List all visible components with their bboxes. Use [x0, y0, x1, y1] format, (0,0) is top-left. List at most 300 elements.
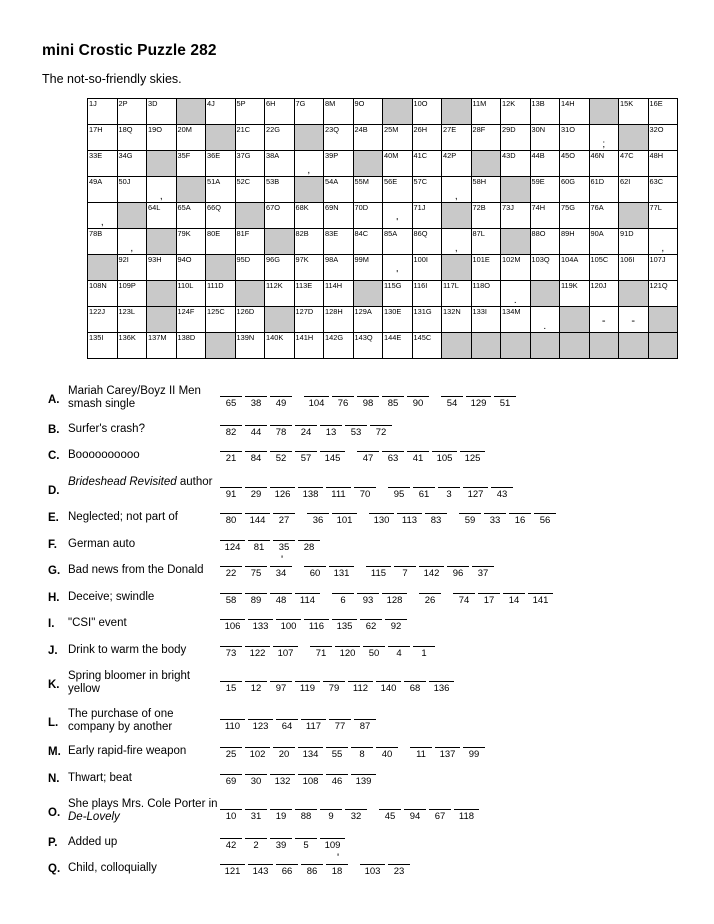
answer-blank[interactable]	[220, 747, 242, 760]
grid-cell[interactable]	[117, 229, 147, 255]
grid-cell[interactable]	[324, 229, 354, 255]
grid-cell[interactable]	[117, 99, 147, 125]
grid-cell[interactable]	[383, 281, 413, 307]
answer-blank[interactable]	[245, 566, 267, 579]
answer-blank[interactable]	[320, 809, 342, 822]
grid-cell[interactable]	[324, 307, 354, 333]
answer-blank[interactable]	[326, 852, 348, 877]
grid-cell[interactable]	[648, 151, 678, 177]
grid-cell[interactable]	[530, 203, 560, 229]
grid-cell[interactable]	[117, 281, 147, 307]
answer-blank[interactable]	[295, 425, 317, 438]
grid-cell[interactable]	[619, 177, 649, 203]
answer-blank[interactable]	[245, 451, 267, 464]
grid-cell[interactable]	[353, 125, 383, 151]
answer-blank[interactable]	[220, 451, 242, 464]
grid-cell[interactable]	[383, 203, 413, 229]
grid-cell[interactable]	[589, 151, 619, 177]
grid-cell[interactable]	[235, 307, 265, 333]
answer-blank[interactable]	[447, 566, 469, 579]
answer-blank[interactable]	[273, 747, 295, 760]
grid-cell[interactable]	[294, 281, 324, 307]
grid-cell[interactable]	[442, 281, 472, 307]
answer-blank[interactable]	[298, 540, 320, 553]
grid-cell[interactable]	[176, 229, 206, 255]
answer-blank[interactable]	[369, 513, 394, 526]
answer-blank[interactable]	[220, 487, 242, 500]
grid-cell[interactable]	[176, 307, 206, 333]
grid-cell[interactable]	[147, 203, 177, 229]
answer-blank[interactable]	[307, 513, 329, 526]
grid-cell[interactable]	[265, 177, 295, 203]
answer-blank[interactable]	[220, 425, 242, 438]
answer-blank[interactable]	[453, 593, 475, 606]
answer-blank[interactable]	[366, 566, 391, 579]
grid-cell[interactable]	[235, 177, 265, 203]
answer-blank[interactable]	[335, 646, 360, 659]
grid-cell[interactable]	[619, 255, 649, 281]
grid-cell[interactable]	[147, 255, 177, 281]
grid-cell[interactable]	[88, 203, 118, 229]
answer-blank[interactable]	[276, 619, 301, 632]
grid-cell[interactable]	[235, 151, 265, 177]
answer-blank[interactable]	[220, 774, 242, 787]
grid-cell[interactable]	[412, 151, 442, 177]
grid-cell[interactable]	[560, 99, 590, 125]
answer-blank[interactable]	[273, 540, 295, 553]
grid-cell[interactable]	[294, 255, 324, 281]
grid-cell[interactable]	[265, 203, 295, 229]
grid-cell[interactable]	[147, 99, 177, 125]
grid-cell[interactable]	[206, 99, 236, 125]
answer-blank[interactable]	[332, 593, 354, 606]
grid-cell[interactable]	[294, 307, 324, 333]
grid-cell[interactable]	[324, 281, 354, 307]
answer-blank[interactable]	[245, 809, 267, 822]
answer-blank[interactable]	[463, 747, 485, 760]
answer-blank[interactable]	[494, 396, 516, 409]
answer-blank[interactable]	[419, 566, 444, 579]
grid-cell[interactable]	[412, 99, 442, 125]
grid-cell[interactable]	[206, 229, 236, 255]
grid-cell[interactable]	[648, 177, 678, 203]
grid-cell[interactable]	[589, 229, 619, 255]
answer-blank[interactable]	[276, 719, 298, 732]
answer-blank[interactable]	[326, 487, 351, 500]
answer-blank[interactable]	[220, 619, 245, 632]
answer-blank[interactable]	[491, 487, 513, 500]
answer-blank[interactable]	[404, 681, 426, 694]
grid-cell[interactable]	[294, 203, 324, 229]
answer-blank[interactable]	[379, 809, 401, 822]
answer-blank[interactable]	[245, 593, 267, 606]
grid-cell[interactable]	[619, 99, 649, 125]
grid-cell[interactable]	[117, 333, 147, 359]
answer-blank[interactable]	[245, 747, 270, 760]
answer-blank[interactable]	[360, 619, 382, 632]
grid-cell[interactable]	[560, 177, 590, 203]
grid-cell[interactable]	[324, 255, 354, 281]
answer-blank[interactable]	[438, 487, 460, 500]
grid-cell[interactable]	[530, 125, 560, 151]
answer-blank[interactable]	[220, 593, 242, 606]
grid-cell[interactable]	[265, 255, 295, 281]
grid-cell[interactable]	[235, 99, 265, 125]
grid-cell[interactable]	[560, 125, 590, 151]
grid-cell[interactable]	[560, 151, 590, 177]
grid-cell[interactable]	[88, 151, 118, 177]
answer-blank[interactable]	[472, 566, 494, 579]
answer-blank[interactable]	[245, 513, 270, 526]
answer-blank[interactable]	[248, 719, 273, 732]
answer-blank[interactable]	[298, 774, 323, 787]
grid-cell[interactable]	[619, 229, 649, 255]
answer-blank[interactable]	[245, 646, 270, 659]
grid-cell[interactable]	[383, 151, 413, 177]
grid-cell[interactable]	[648, 255, 678, 281]
grid-cell[interactable]	[530, 307, 560, 333]
answer-blank[interactable]	[220, 809, 242, 822]
grid-cell[interactable]	[412, 177, 442, 203]
grid-cell[interactable]	[442, 307, 472, 333]
grid-cell[interactable]	[88, 99, 118, 125]
answer-blank[interactable]	[245, 396, 267, 409]
answer-blank[interactable]	[220, 646, 242, 659]
answer-blank[interactable]	[270, 425, 292, 438]
grid-cell[interactable]	[560, 229, 590, 255]
answer-blank[interactable]	[220, 540, 245, 553]
answer-blank[interactable]	[270, 681, 292, 694]
answer-blank[interactable]	[270, 838, 292, 851]
grid-cell[interactable]	[442, 125, 472, 151]
grid-cell[interactable]	[176, 255, 206, 281]
answer-blank[interactable]	[270, 451, 292, 464]
grid-cell[interactable]	[412, 255, 442, 281]
grid-cell[interactable]	[412, 307, 442, 333]
grid-cell[interactable]	[176, 333, 206, 359]
grid-cell[interactable]	[530, 99, 560, 125]
answer-blank[interactable]	[429, 809, 451, 822]
grid-cell[interactable]	[648, 203, 678, 229]
grid-cell[interactable]	[589, 281, 619, 307]
crostic-grid[interactable]	[87, 98, 678, 359]
answer-blank[interactable]	[332, 513, 357, 526]
answer-blank[interactable]	[304, 566, 326, 579]
grid-cell[interactable]	[412, 229, 442, 255]
answer-blank[interactable]	[357, 396, 379, 409]
grid-cell[interactable]	[412, 281, 442, 307]
grid-cell[interactable]	[383, 255, 413, 281]
grid-cell[interactable]	[176, 125, 206, 151]
answer-blank[interactable]	[382, 396, 404, 409]
grid-cell[interactable]	[560, 255, 590, 281]
answer-blank[interactable]	[332, 396, 354, 409]
grid-cell[interactable]	[353, 333, 383, 359]
answer-blank[interactable]	[276, 864, 298, 877]
grid-cell[interactable]	[176, 203, 206, 229]
grid-cell[interactable]	[501, 125, 531, 151]
grid-cell[interactable]	[619, 307, 649, 333]
grid-cell[interactable]	[560, 281, 590, 307]
answer-blank[interactable]	[425, 513, 447, 526]
grid-cell[interactable]	[265, 151, 295, 177]
answer-blank[interactable]	[270, 809, 292, 822]
grid-cell[interactable]	[324, 333, 354, 359]
answer-blank[interactable]	[248, 619, 273, 632]
grid-cell[interactable]	[265, 281, 295, 307]
answer-blank[interactable]	[270, 774, 295, 787]
grid-cell[interactable]	[471, 177, 501, 203]
answer-blank[interactable]	[320, 425, 342, 438]
answer-blank[interactable]	[410, 747, 432, 760]
answer-blank[interactable]	[245, 774, 267, 787]
grid-cell[interactable]	[147, 333, 177, 359]
grid-cell[interactable]	[589, 255, 619, 281]
answer-blank[interactable]	[429, 681, 454, 694]
grid-cell[interactable]	[442, 151, 472, 177]
grid-cell[interactable]	[471, 125, 501, 151]
grid-cell[interactable]	[501, 255, 531, 281]
answer-blank[interactable]	[295, 451, 317, 464]
answer-blank[interactable]	[220, 396, 242, 409]
answer-blank[interactable]	[304, 619, 329, 632]
grid-cell[interactable]	[530, 255, 560, 281]
answer-blank[interactable]	[354, 487, 376, 500]
grid-cell[interactable]	[265, 99, 295, 125]
answer-blank[interactable]	[382, 451, 404, 464]
grid-cell[interactable]	[324, 203, 354, 229]
grid-cell[interactable]	[324, 151, 354, 177]
answer-blank[interactable]	[273, 646, 298, 659]
grid-cell[interactable]	[353, 307, 383, 333]
grid-cell[interactable]	[501, 151, 531, 177]
grid-cell[interactable]	[88, 125, 118, 151]
grid-cell[interactable]	[88, 229, 118, 255]
grid-cell[interactable]	[324, 177, 354, 203]
answer-blank[interactable]	[382, 593, 407, 606]
answer-blank[interactable]	[323, 681, 345, 694]
grid-cell[interactable]	[176, 151, 206, 177]
answer-blank[interactable]	[376, 747, 398, 760]
answer-blank[interactable]	[220, 719, 245, 732]
answer-blank[interactable]	[304, 396, 329, 409]
grid-cell[interactable]	[294, 229, 324, 255]
answer-blank[interactable]	[441, 396, 463, 409]
answer-blank[interactable]	[326, 747, 348, 760]
grid-cell[interactable]	[176, 281, 206, 307]
grid-cell[interactable]	[471, 229, 501, 255]
grid-cell[interactable]	[442, 177, 472, 203]
answer-blank[interactable]	[295, 838, 317, 851]
grid-cell[interactable]	[117, 125, 147, 151]
grid-cell[interactable]	[353, 229, 383, 255]
answer-blank[interactable]	[460, 451, 485, 464]
answer-blank[interactable]	[248, 540, 270, 553]
answer-blank[interactable]	[320, 451, 345, 464]
grid-cell[interactable]	[648, 229, 678, 255]
grid-cell[interactable]	[530, 229, 560, 255]
answer-blank[interactable]	[295, 809, 317, 822]
answer-blank[interactable]	[298, 487, 323, 500]
answer-blank[interactable]	[220, 681, 242, 694]
answer-blank[interactable]	[329, 719, 351, 732]
answer-blank[interactable]	[354, 719, 376, 732]
answer-blank[interactable]	[360, 864, 385, 877]
grid-cell[interactable]	[471, 203, 501, 229]
answer-blank[interactable]	[270, 487, 295, 500]
answer-blank[interactable]	[348, 681, 373, 694]
answer-blank[interactable]	[419, 593, 441, 606]
grid-cell[interactable]	[88, 307, 118, 333]
grid-cell[interactable]	[619, 151, 649, 177]
grid-cell[interactable]	[235, 229, 265, 255]
answer-blank[interactable]	[503, 593, 525, 606]
grid-cell[interactable]	[648, 281, 678, 307]
answer-blank[interactable]	[463, 487, 488, 500]
grid-cell[interactable]	[383, 333, 413, 359]
answer-blank[interactable]	[435, 747, 460, 760]
grid-cell[interactable]	[648, 99, 678, 125]
grid-cell[interactable]	[383, 177, 413, 203]
grid-cell[interactable]	[206, 177, 236, 203]
answer-blank[interactable]	[404, 809, 426, 822]
grid-cell[interactable]	[206, 203, 236, 229]
answer-blank[interactable]	[376, 681, 401, 694]
grid-cell[interactable]	[235, 333, 265, 359]
grid-cell[interactable]	[412, 203, 442, 229]
answer-blank[interactable]	[329, 566, 354, 579]
answer-blank[interactable]	[432, 451, 457, 464]
grid-cell[interactable]	[589, 307, 619, 333]
answer-blank[interactable]	[295, 593, 320, 606]
answer-blank[interactable]	[270, 554, 292, 579]
grid-cell[interactable]	[501, 203, 531, 229]
grid-cell[interactable]	[353, 99, 383, 125]
grid-cell[interactable]	[88, 177, 118, 203]
grid-cell[interactable]	[353, 255, 383, 281]
grid-cell[interactable]	[235, 125, 265, 151]
grid-cell[interactable]	[648, 125, 678, 151]
answer-blank[interactable]	[397, 513, 422, 526]
answer-blank[interactable]	[248, 864, 273, 877]
grid-cell[interactable]	[206, 281, 236, 307]
grid-cell[interactable]	[294, 151, 324, 177]
answer-blank[interactable]	[413, 646, 435, 659]
grid-cell[interactable]	[471, 99, 501, 125]
grid-cell[interactable]	[501, 99, 531, 125]
answer-blank[interactable]	[407, 396, 429, 409]
answer-blank[interactable]	[407, 451, 429, 464]
grid-cell[interactable]	[383, 229, 413, 255]
grid-cell[interactable]	[147, 125, 177, 151]
answer-blank[interactable]	[320, 838, 345, 851]
answer-blank[interactable]	[326, 774, 348, 787]
grid-cell[interactable]	[530, 177, 560, 203]
grid-cell[interactable]	[206, 151, 236, 177]
answer-blank[interactable]	[363, 646, 385, 659]
grid-cell[interactable]	[324, 125, 354, 151]
grid-cell[interactable]	[560, 203, 590, 229]
answer-blank[interactable]	[220, 838, 242, 851]
grid-cell[interactable]	[265, 125, 295, 151]
grid-cell[interactable]	[589, 125, 619, 151]
answer-blank[interactable]	[388, 864, 410, 877]
answer-blank[interactable]	[478, 593, 500, 606]
grid-cell[interactable]	[412, 125, 442, 151]
grid-cell[interactable]	[501, 281, 531, 307]
answer-blank[interactable]	[370, 425, 392, 438]
answer-blank[interactable]	[245, 487, 267, 500]
grid-cell[interactable]	[589, 177, 619, 203]
answer-blank[interactable]	[466, 396, 491, 409]
answer-blank[interactable]	[351, 774, 376, 787]
answer-blank[interactable]	[357, 593, 379, 606]
grid-cell[interactable]	[471, 281, 501, 307]
grid-cell[interactable]	[471, 307, 501, 333]
grid-cell[interactable]	[589, 203, 619, 229]
grid-cell[interactable]	[88, 281, 118, 307]
answer-blank[interactable]	[220, 566, 242, 579]
grid-cell[interactable]	[383, 307, 413, 333]
grid-cell[interactable]	[501, 307, 531, 333]
grid-cell[interactable]	[294, 333, 324, 359]
grid-cell[interactable]	[353, 203, 383, 229]
grid-cell[interactable]	[265, 333, 295, 359]
grid-cell[interactable]	[206, 307, 236, 333]
grid-cell[interactable]	[530, 151, 560, 177]
answer-blank[interactable]	[310, 646, 332, 659]
grid-cell[interactable]	[117, 255, 147, 281]
answer-blank[interactable]	[509, 513, 531, 526]
grid-cell[interactable]	[383, 125, 413, 151]
answer-blank[interactable]	[459, 513, 481, 526]
grid-cell[interactable]	[471, 255, 501, 281]
grid-cell[interactable]	[294, 99, 324, 125]
answer-blank[interactable]	[332, 619, 357, 632]
answer-blank[interactable]	[351, 747, 373, 760]
grid-cell[interactable]	[412, 333, 442, 359]
grid-cell[interactable]	[117, 177, 147, 203]
answer-blank[interactable]	[295, 681, 320, 694]
answer-blank[interactable]	[484, 513, 506, 526]
grid-cell[interactable]	[324, 99, 354, 125]
answer-blank[interactable]	[270, 396, 292, 409]
answer-blank[interactable]	[301, 719, 326, 732]
answer-blank[interactable]	[220, 864, 245, 877]
answer-blank[interactable]	[534, 513, 556, 526]
grid-cell[interactable]	[442, 229, 472, 255]
answer-blank[interactable]	[345, 425, 367, 438]
answer-blank[interactable]	[394, 566, 416, 579]
answer-blank[interactable]	[273, 513, 295, 526]
answer-blank[interactable]	[245, 838, 267, 851]
grid-cell[interactable]	[235, 255, 265, 281]
answer-blank[interactable]	[413, 487, 435, 500]
answer-blank[interactable]	[357, 451, 379, 464]
answer-blank[interactable]	[454, 809, 479, 822]
answer-blank[interactable]	[528, 593, 553, 606]
grid-cell[interactable]	[117, 307, 147, 333]
answer-blank[interactable]	[345, 809, 367, 822]
answer-blank[interactable]	[388, 487, 410, 500]
grid-cell[interactable]	[88, 333, 118, 359]
answer-blank[interactable]	[245, 681, 267, 694]
answer-blank[interactable]	[270, 593, 292, 606]
grid-cell[interactable]	[117, 151, 147, 177]
answer-blank[interactable]	[298, 747, 323, 760]
answer-blank[interactable]	[220, 513, 242, 526]
grid-cell[interactable]	[353, 177, 383, 203]
